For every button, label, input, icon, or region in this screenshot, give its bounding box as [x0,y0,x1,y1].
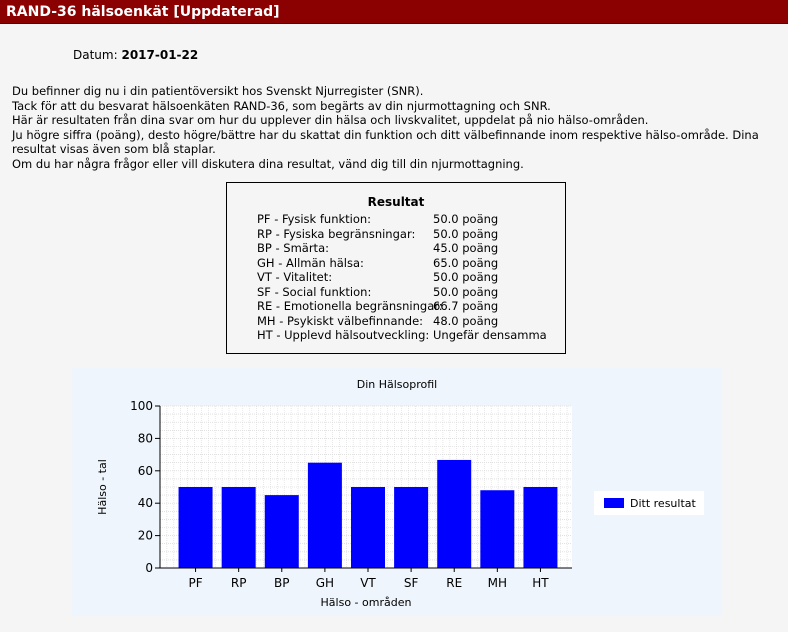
x-tick-label: HT [532,576,549,590]
x-tick-label: BP [274,576,290,590]
result-label: SF - Social funktion: [257,284,372,299]
y-tick-label: 40 [137,496,153,511]
x-tick-label: PF [188,576,203,590]
bar-bp [265,495,299,568]
result-value: 50.0 poäng [433,284,499,299]
date-line [73,48,198,62]
y-tick-label: 80 [137,431,153,446]
bar-pf [179,487,213,568]
x-ticks [188,568,549,590]
legend-swatch [604,498,624,508]
x-tick-label: RE [446,576,463,590]
y-tick-label: 100 [130,399,153,413]
chart-title: Din Hälsoprofil [356,378,438,391]
result-label: MH - Psykiskt välbefinnande: [257,313,424,328]
result-value: Ungefär densamma [433,328,547,342]
bar-gh [308,463,342,568]
bar-mh [480,490,514,568]
bar-vt [351,487,385,568]
x-tick-label: SF [403,576,419,590]
result-value: 50.0 poäng [433,270,499,284]
result-label: RE - Emotionella begränsningar: [257,299,443,313]
x-axis-label: Hälso - områden [320,596,412,609]
result-label: GH - Allmän hälsa: [257,255,364,270]
y-axis-label: Hälso - tal [96,459,109,515]
y-tick-label: 20 [137,528,153,543]
intro-line: Du befinner dig nu i din patientöversikt hos Svenskt Njurregister (SNR). [12,84,424,98]
legend-label: Ditt resultat [630,497,696,510]
x-tick-label: GH [315,576,335,590]
result-label: VT - Vitalitet: [257,270,333,284]
result-value: 65.0 poäng [433,255,499,270]
result-value: 45.0 poäng [433,241,499,255]
chart-svg [72,368,722,616]
result-label: BP - Smärta: [257,241,329,255]
y-tick-label: 0 [145,561,153,575]
y-ticks [130,399,160,575]
result-value: 66.7 poäng [433,299,499,313]
x-tick-label: RP [230,576,247,590]
date-value: 2017-01-22 [121,48,199,62]
page-title: RAND-36 hälsoenkät [Uppdaterad] [0,0,788,24]
y-tick-label: 60 [137,463,153,478]
x-tick-label: MH [487,576,508,590]
intro-line: Tack för att du besvarat hälsoenkäten RAND-36, som begärts av din njurmottagning och SNR. [12,98,551,113]
result-label: PF - Fysisk funktion: [257,212,372,226]
intro-line: Om du har några frågor eller vill diskutera dina resultat, vänd dig till din njurmottagning. [12,156,524,171]
result-label: HT - Upplevd hälsoutveckling: [257,328,430,342]
result-value: 50.0 poäng [433,226,499,241]
intro-line: Ju högre siffra (poäng), desto högre/bättre har du skattat din funktion och ditt välbefinnande inom respektive hälso-område. Dina resultat visas även som blå staplar. [12,127,759,156]
date-label: Datum: [73,48,118,62]
results-box [226,182,566,354]
bar-sf [394,487,428,568]
bar-ht [523,487,557,568]
result-value: 50.0 poäng [433,212,499,226]
bar-rp [222,487,256,568]
result-value: 48.0 poäng [433,313,499,328]
results-title: Resultat [367,195,425,209]
result-label: RP - Fysiska begränsningar: [257,226,416,241]
intro-text [12,84,784,171]
x-tick-label: VT [360,576,376,590]
intro-line: Här är resultaten från dina svar om hur du upplever din hälsa och livskvalitet, uppdelat på nio hälso-områden. [12,113,649,127]
bar-re [437,460,471,568]
health-profile-chart [72,368,722,616]
